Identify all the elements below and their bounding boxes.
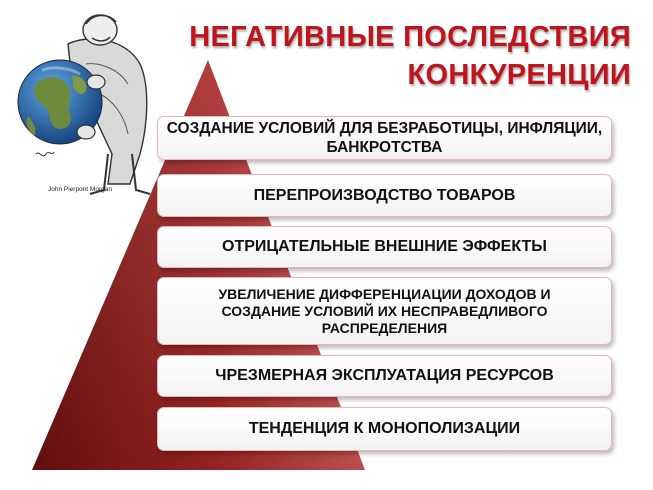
slide-title xyxy=(189,18,631,94)
consequence-label-2: ПЕРЕПРОИЗВОДСТВО ТОВАРОВ xyxy=(253,186,516,204)
consequence-box-1 xyxy=(157,116,612,160)
consequence-box-6 xyxy=(157,407,612,451)
consequence-box-2 xyxy=(157,174,612,217)
consequence-box-3 xyxy=(157,226,612,268)
illustration-caption: John Pierpont Morgan xyxy=(48,186,112,193)
consequence-label-5: ЧРЕЗМЕРНАЯ ЭКСПЛУАТАЦИЯ РЕСУРСОВ xyxy=(215,367,554,384)
consequence-box-5 xyxy=(157,355,612,397)
consequence-box-4 xyxy=(157,277,612,345)
title-line-1: НЕГАТИВНЫЕ ПОСЛЕДСТВИЯ xyxy=(189,21,631,53)
consequence-label-6: ТЕНДЕНЦИЯ К МОНОПОЛИЗАЦИИ xyxy=(248,420,521,437)
globe-carrying-man-icon xyxy=(8,4,158,204)
consequence-label-3: ОТРИЦАТЕЛЬНЫЕ ВНЕШНИЕ ЭФФЕКТЫ xyxy=(222,238,547,255)
consequence-label-4: УВЕЛИЧЕНИЕ ДИФФЕРЕНЦИАЦИИ ДОХОДОВ И СОЗДАНИЕ УСЛОВИЙ ИХ НЕСПРАВЕДЛИВОГО РАСПРЕДЕЛЕНИЯ xyxy=(218,285,551,336)
consequence-label-1: СОЗДАНИЕ УСЛОВИЙ ДЛЯ БЕЗРАБОТИЦЫ, ИНФЛЯЦИИ, БАНКРОТСТВА xyxy=(166,120,603,156)
title-line-2: КОНКУРЕНЦИИ xyxy=(407,59,631,91)
